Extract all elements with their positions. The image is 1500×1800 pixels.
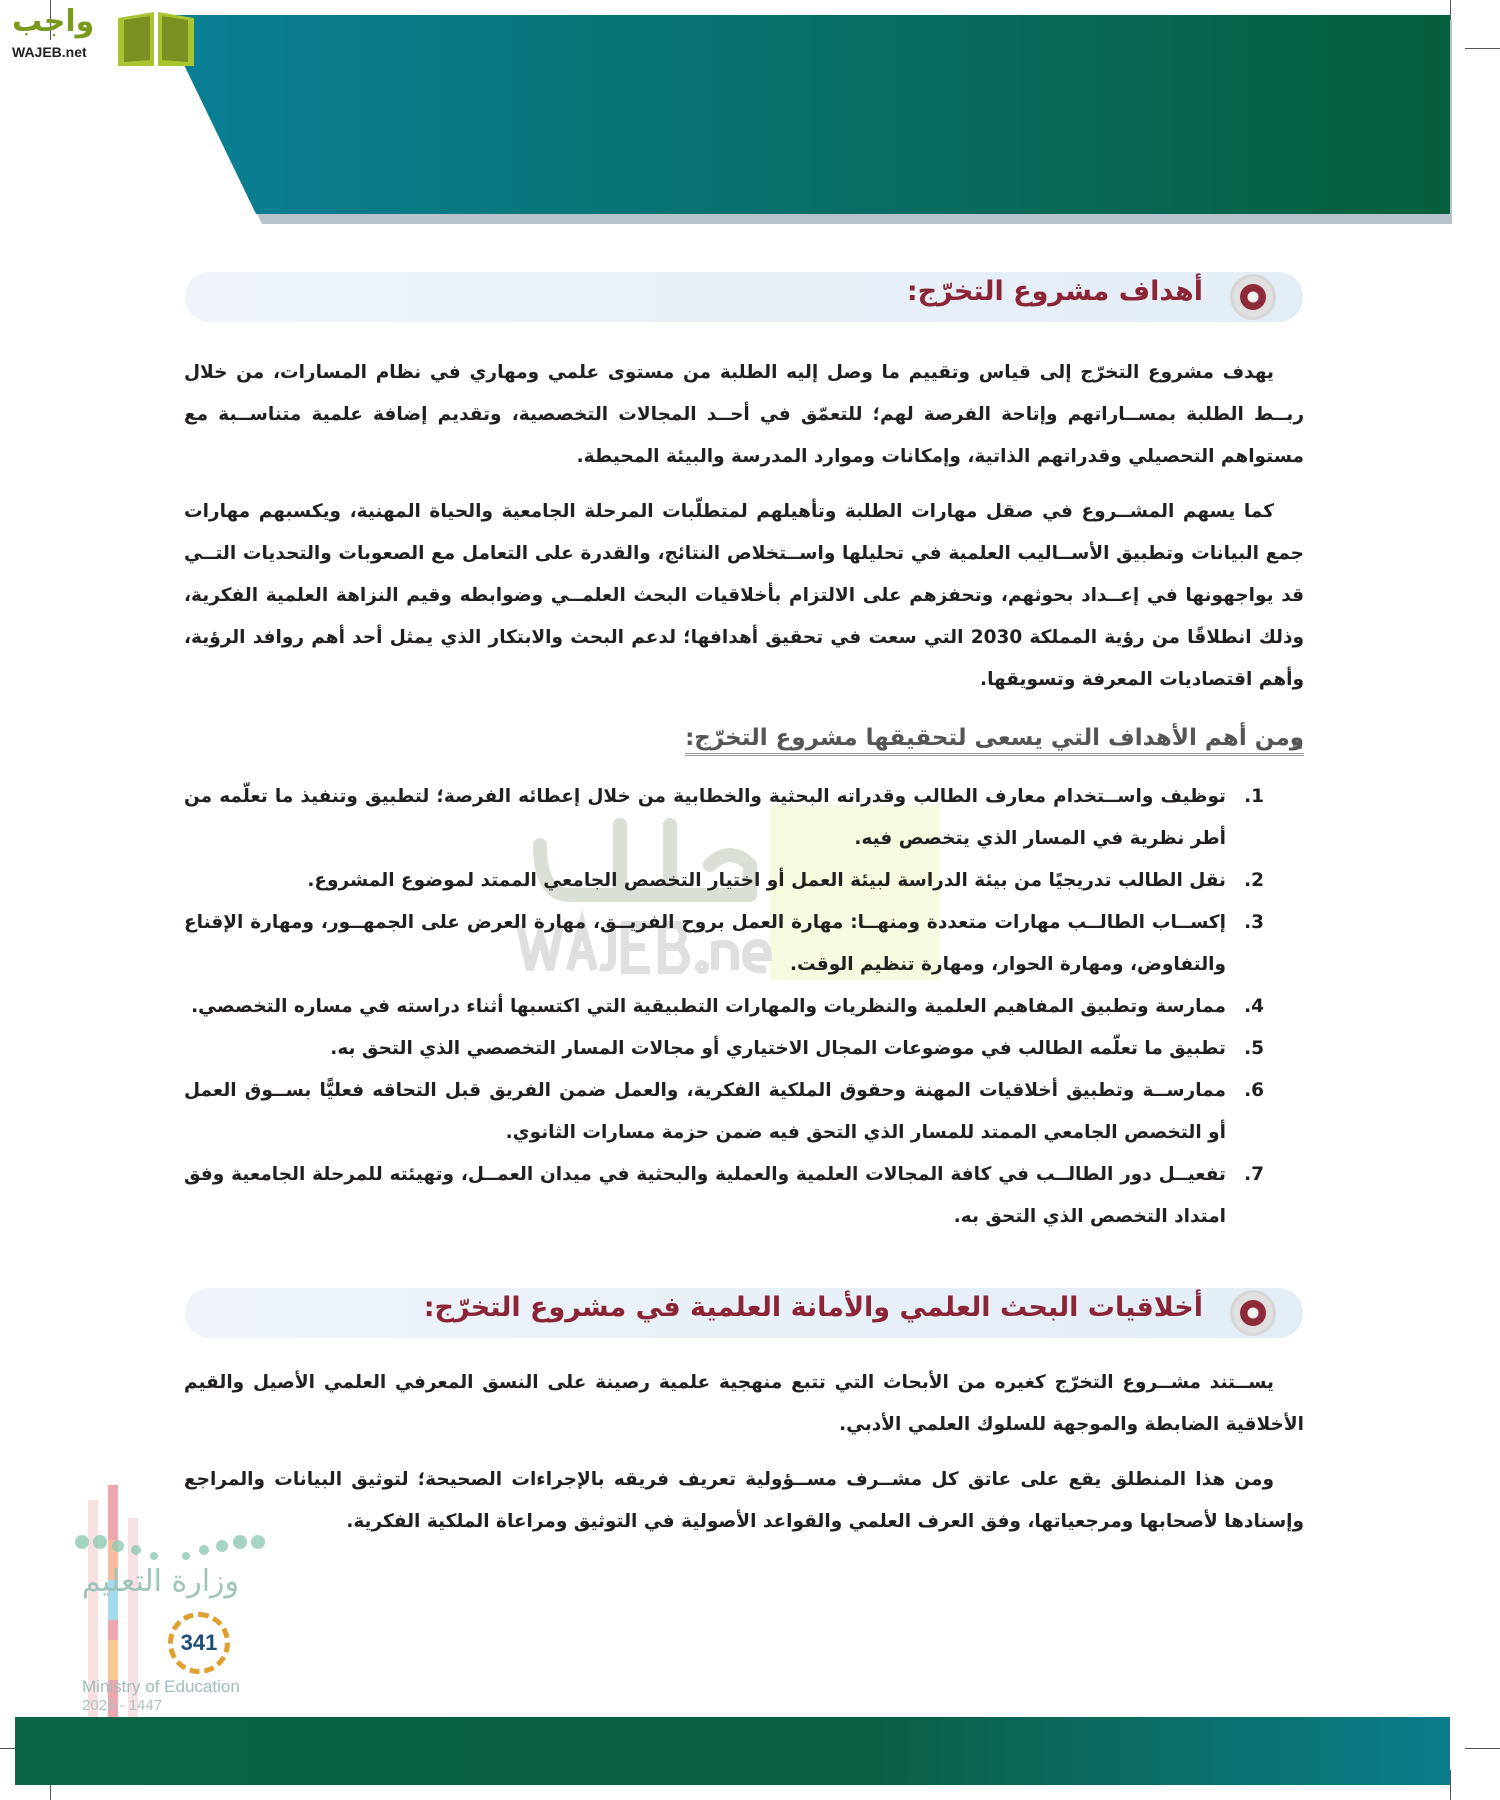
list-item	[184, 776, 1264, 860]
section-title: أهداف مشروع التخرّج:	[906, 276, 1203, 307]
item-number: 5.	[1244, 1038, 1264, 1059]
ministry-english-name: Ministry of Education	[82, 1677, 240, 1696]
item-text: ممارســة وتطبيق أخلاقيات المهنة وحقوق الملكية الفكرية، والعمل ضمن الفريق قبل التحاقه فعليًّا بســوق العمل أو التخصص الجامعي الممتد للمسار الذي التحق فيه ضمن حزمة مسارات الثانوي.	[184, 1080, 1226, 1143]
footer-band	[15, 1717, 1450, 1785]
wajeb-logo	[8, 4, 193, 66]
paragraph: يســتند مشــروع التخرّج كغيره من الأبحاث التي تتبع منهجية علمية رصينة على النسق المعرفي العلمي الأصيل والقيم الأخلاقية الضابطة والموجهة للسلوك العلمي الأدبي.	[184, 1372, 1304, 1435]
item-text: نقل الطالب تدريجيًا من بيئة الدراسة لبيئة العمل أو اختيار التخصص الجامعي الممتد لموضوع المشروع.	[307, 870, 1226, 891]
paragraph: يهدف مشروع التخرّج إلى قياس وتقييم ما وصل إليه الطلبة من مستوى علمي ومهاري في نظام المسارات، من خلال ربــط الطلبة بمســاراتهم وإتاحة الفرصة لهم؛ للتعمّق في أحــد المجالات التخصصية، وتقديم إضافة علمية متناســبة مع مستواهم التحصيلي وقدراتهم الذاتية، وإمكانات وموارد المدرسة والبيئة المحيطة.	[184, 362, 1304, 467]
list-item	[184, 1070, 1264, 1154]
edition-years: 2025 - 1447	[82, 1697, 163, 1714]
item-number: 4.	[1244, 996, 1264, 1017]
list-item	[184, 860, 1264, 902]
item-text: إكســاب الطالــب مهارات متعددة ومنهــا: مهارة العمل بروح الفريــق، مهارة العرض على الجمهــور، ومهارة الإقناع والتفاوض، ومهارة الحوار، ومهارة تنظيم الوقت.	[184, 912, 1226, 975]
logo-latin-text: WAJEB.net	[12, 44, 87, 60]
bullet-circle-icon	[1233, 277, 1273, 317]
item-text: ممارسة وتطبيق المفاهيم العلمية والنظريات والمهارات التطبيقية التي اكتسبها أثناء دراسته في مساره التخصصي.	[191, 996, 1226, 1017]
item-number: 2.	[1244, 870, 1264, 891]
paragraph: كما يسهم المشــروع في صقل مهارات الطلبة وتأهيلهم لمتطلّبات المرحلة الجامعية والحياة المهنية، ويكسبهم مهارات جمع البيانات وتطبيق الأســاليب العلمية في تحليلها واســتخلاص النتائج، والقدرة على التعامل مع الصعوبات والتحديات التــي قد يواجهونها في إعــداد بحوثهم، وتحفزهم على الالتزام بأخلاقيات البحث العلمــي وضوابطه وقيم النزاهة العلمية الفكرية، وذلك انطلاقًا من رؤية المملكة 2030 التي سعت في تحقيق أهدافها؛ لدعم البحث والابتكار الذي يمثل أحد أهم روافد الرؤية، وأهم اقتصاديات المعرفة وتسويقها.	[184, 501, 1304, 690]
goals-subheading: ومن أهم الأهداف التي يسعى لتحقيقها مشروع التخرّج:	[685, 725, 1304, 756]
item-text: تطبيق ما تعلّمه الطالب في موضوعات المجال الاختياري أو مجالات المسار التخصصي الذي التحق به.	[330, 1038, 1226, 1059]
item-number: 6.	[1244, 1080, 1264, 1101]
crop-mark	[1465, 1748, 1500, 1749]
logo-arabic-text: واجب	[12, 4, 95, 39]
crop-mark	[1450, 1770, 1451, 1800]
list-item	[184, 986, 1264, 1028]
item-text: توظيف واســتخدام معارف الطالب وقدراته البحثية والخطابية من خلال إعطائه الفرصة؛ لتطبيق وتنفيذ ما تعلّمه من أطر نظرية في المسار الذي يتخصص فيه.	[184, 786, 1226, 849]
list-item	[184, 1028, 1264, 1070]
list-item	[184, 902, 1264, 986]
paragraph: ومن هذا المنطلق يقع على عاتق كل مشــرف مســؤولية تعريف فريقه بالإجراءات الصحيحة؛ لتوثيق البيانات والمراجع وإسنادها لأصحابها ومرجعياتها، وفق العرف العلمي والقواعد الأصولية في التوثيق ومراعاة الملكية الفكرية.	[184, 1469, 1304, 1532]
section-heading-goals	[185, 272, 1303, 322]
goals-list	[184, 776, 1264, 1238]
header-banner	[0, 0, 1500, 230]
page-number: 341	[168, 1612, 230, 1674]
item-text: تفعيــل دور الطالــب في كافة المجالات العلمية والعملية والبحثية في ميدان العمــل، وتهيئته للمرحلة الجامعية وفق امتداد التخصص الذي التحق به.	[184, 1164, 1226, 1227]
item-number: 1.	[1244, 786, 1264, 807]
ethics-paragraph-2	[184, 1459, 1304, 1543]
bullet-circle-icon	[1233, 1293, 1273, 1333]
book-icon	[116, 8, 196, 68]
ministry-arabic-name: وزارة التعليم	[82, 1564, 240, 1599]
list-item	[184, 1154, 1264, 1238]
item-number: 7.	[1244, 1164, 1264, 1185]
goals-body	[184, 491, 1304, 701]
goals-intro	[184, 352, 1304, 478]
section-title: أخلاقيات البحث العلمي والأمانة العلمية في مشروع التخرّج:	[423, 1292, 1203, 1323]
item-number: 3.	[1244, 912, 1264, 933]
ethics-paragraph-1	[184, 1362, 1304, 1446]
section-heading-ethics	[185, 1288, 1303, 1338]
